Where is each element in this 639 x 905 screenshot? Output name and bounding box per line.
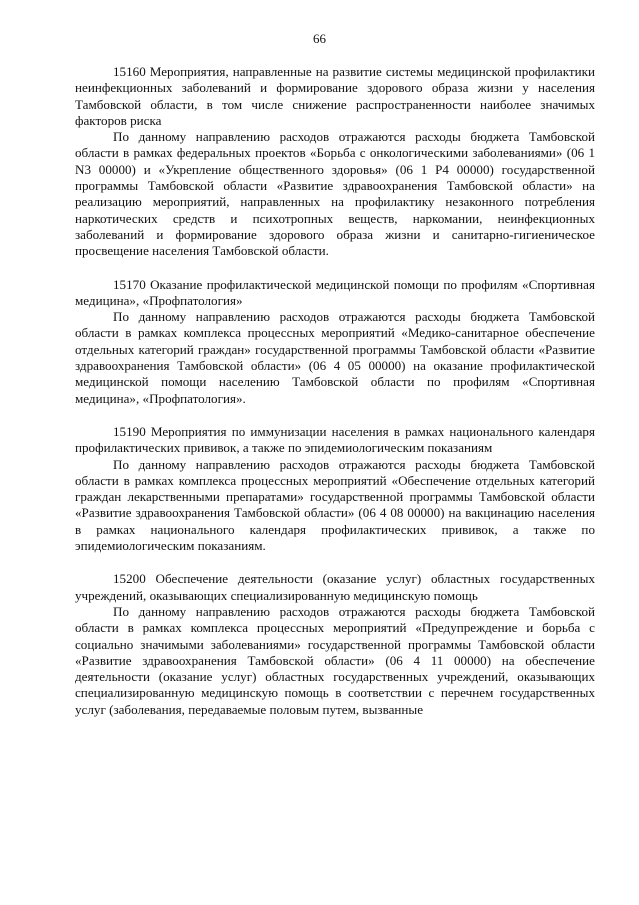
section-body: По данному направлению расходов отражаются расходы бюджета Тамбовской области в рамках комплекса процессных мероприятий «Обеспечение отдельных категорий граждан лекарственными препаратами» государственной программы Тамбовской области «Развитие здравоохранения Тамбовской области» (06 4 08 00000) на вакцинацию населения в рамках национального календаря профилактических прививок, а также по эпидемиологическим показаниям. (75, 456, 595, 554)
document-body (75, 64, 595, 735)
section-heading: 15160 Мероприятия, направленные на развитие системы медицинской профилактики неинфекционных заболеваний и формирование здорового образа жизни у населения Тамбовской области, в том числе снижение распространенности наиболее значимых факторов риска (75, 64, 595, 128)
section-15170 (75, 277, 595, 407)
section-15160 (75, 64, 595, 260)
section-body: По данному направлению расходов отражаются расходы бюджета Тамбовской области в рамках федеральных проектов «Борьба с онкологическими заболеваниями» (06 1 N3 00000) и «Укрепление общественного здоровья» (06 1 Р4 00000) государственной программы Тамбовской области «Развитие здравоохранения Тамбовской области» на реализацию мероприятий, направленных на профилактику незаконного потребления наркотических средств и психотропных веществ, наркомании, неинфекционных заболеваний и формирование здорового образа жизни и санитарно-гигиеническое просвещение населения Тамбовской области. (75, 129, 595, 259)
section-heading: 15200 Обеспечение деятельности (оказание услуг) областных государственных учреждений, оказывающих специализированную медицинскую помощь (75, 571, 595, 603)
section-heading: 15190 Мероприятия по иммунизации населения в рамках национального календаря профилактических прививок, а также по эпидемиологическим показаниям (75, 423, 595, 456)
section-body: По данному направлению расходов отражаются расходы бюджета Тамбовской области в рамках комплекса процессных мероприятий «Предупреждение и борьба с социально значимыми заболеваниями» государственной программы Тамбовской области «Развитие здравоохранения Тамбовской области» (06 4 11 00000) на обеспечение деятельности (оказание услуг) областных государственных учреждений, оказывающих специализированную медицинскую помощь в соответствии с перечнем государственных услуг (заболевания, передаваемые половым путем, вызванные (75, 603, 595, 717)
section-heading: 15170 Оказание профилактической медицинской помощи по профилям «Спортивная медицина», «Профпатология» (75, 276, 595, 308)
section-body: По данному направлению расходов отражаются расходы бюджета Тамбовской области в рамках комплекса процессных мероприятий «Медико-санитарное обеспечение отдельных категорий граждан» государственной программы Тамбовской области «Развитие здравоохранения Тамбовской области» (06 4 05 00000) на оказание профилактической медицинской помощи населению Тамбовской области по профилям «Спортивная медицина», «Профпатология». (75, 309, 595, 406)
section-15200 (75, 571, 595, 718)
page-number: 66 (313, 31, 326, 46)
section-15190 (75, 424, 595, 554)
